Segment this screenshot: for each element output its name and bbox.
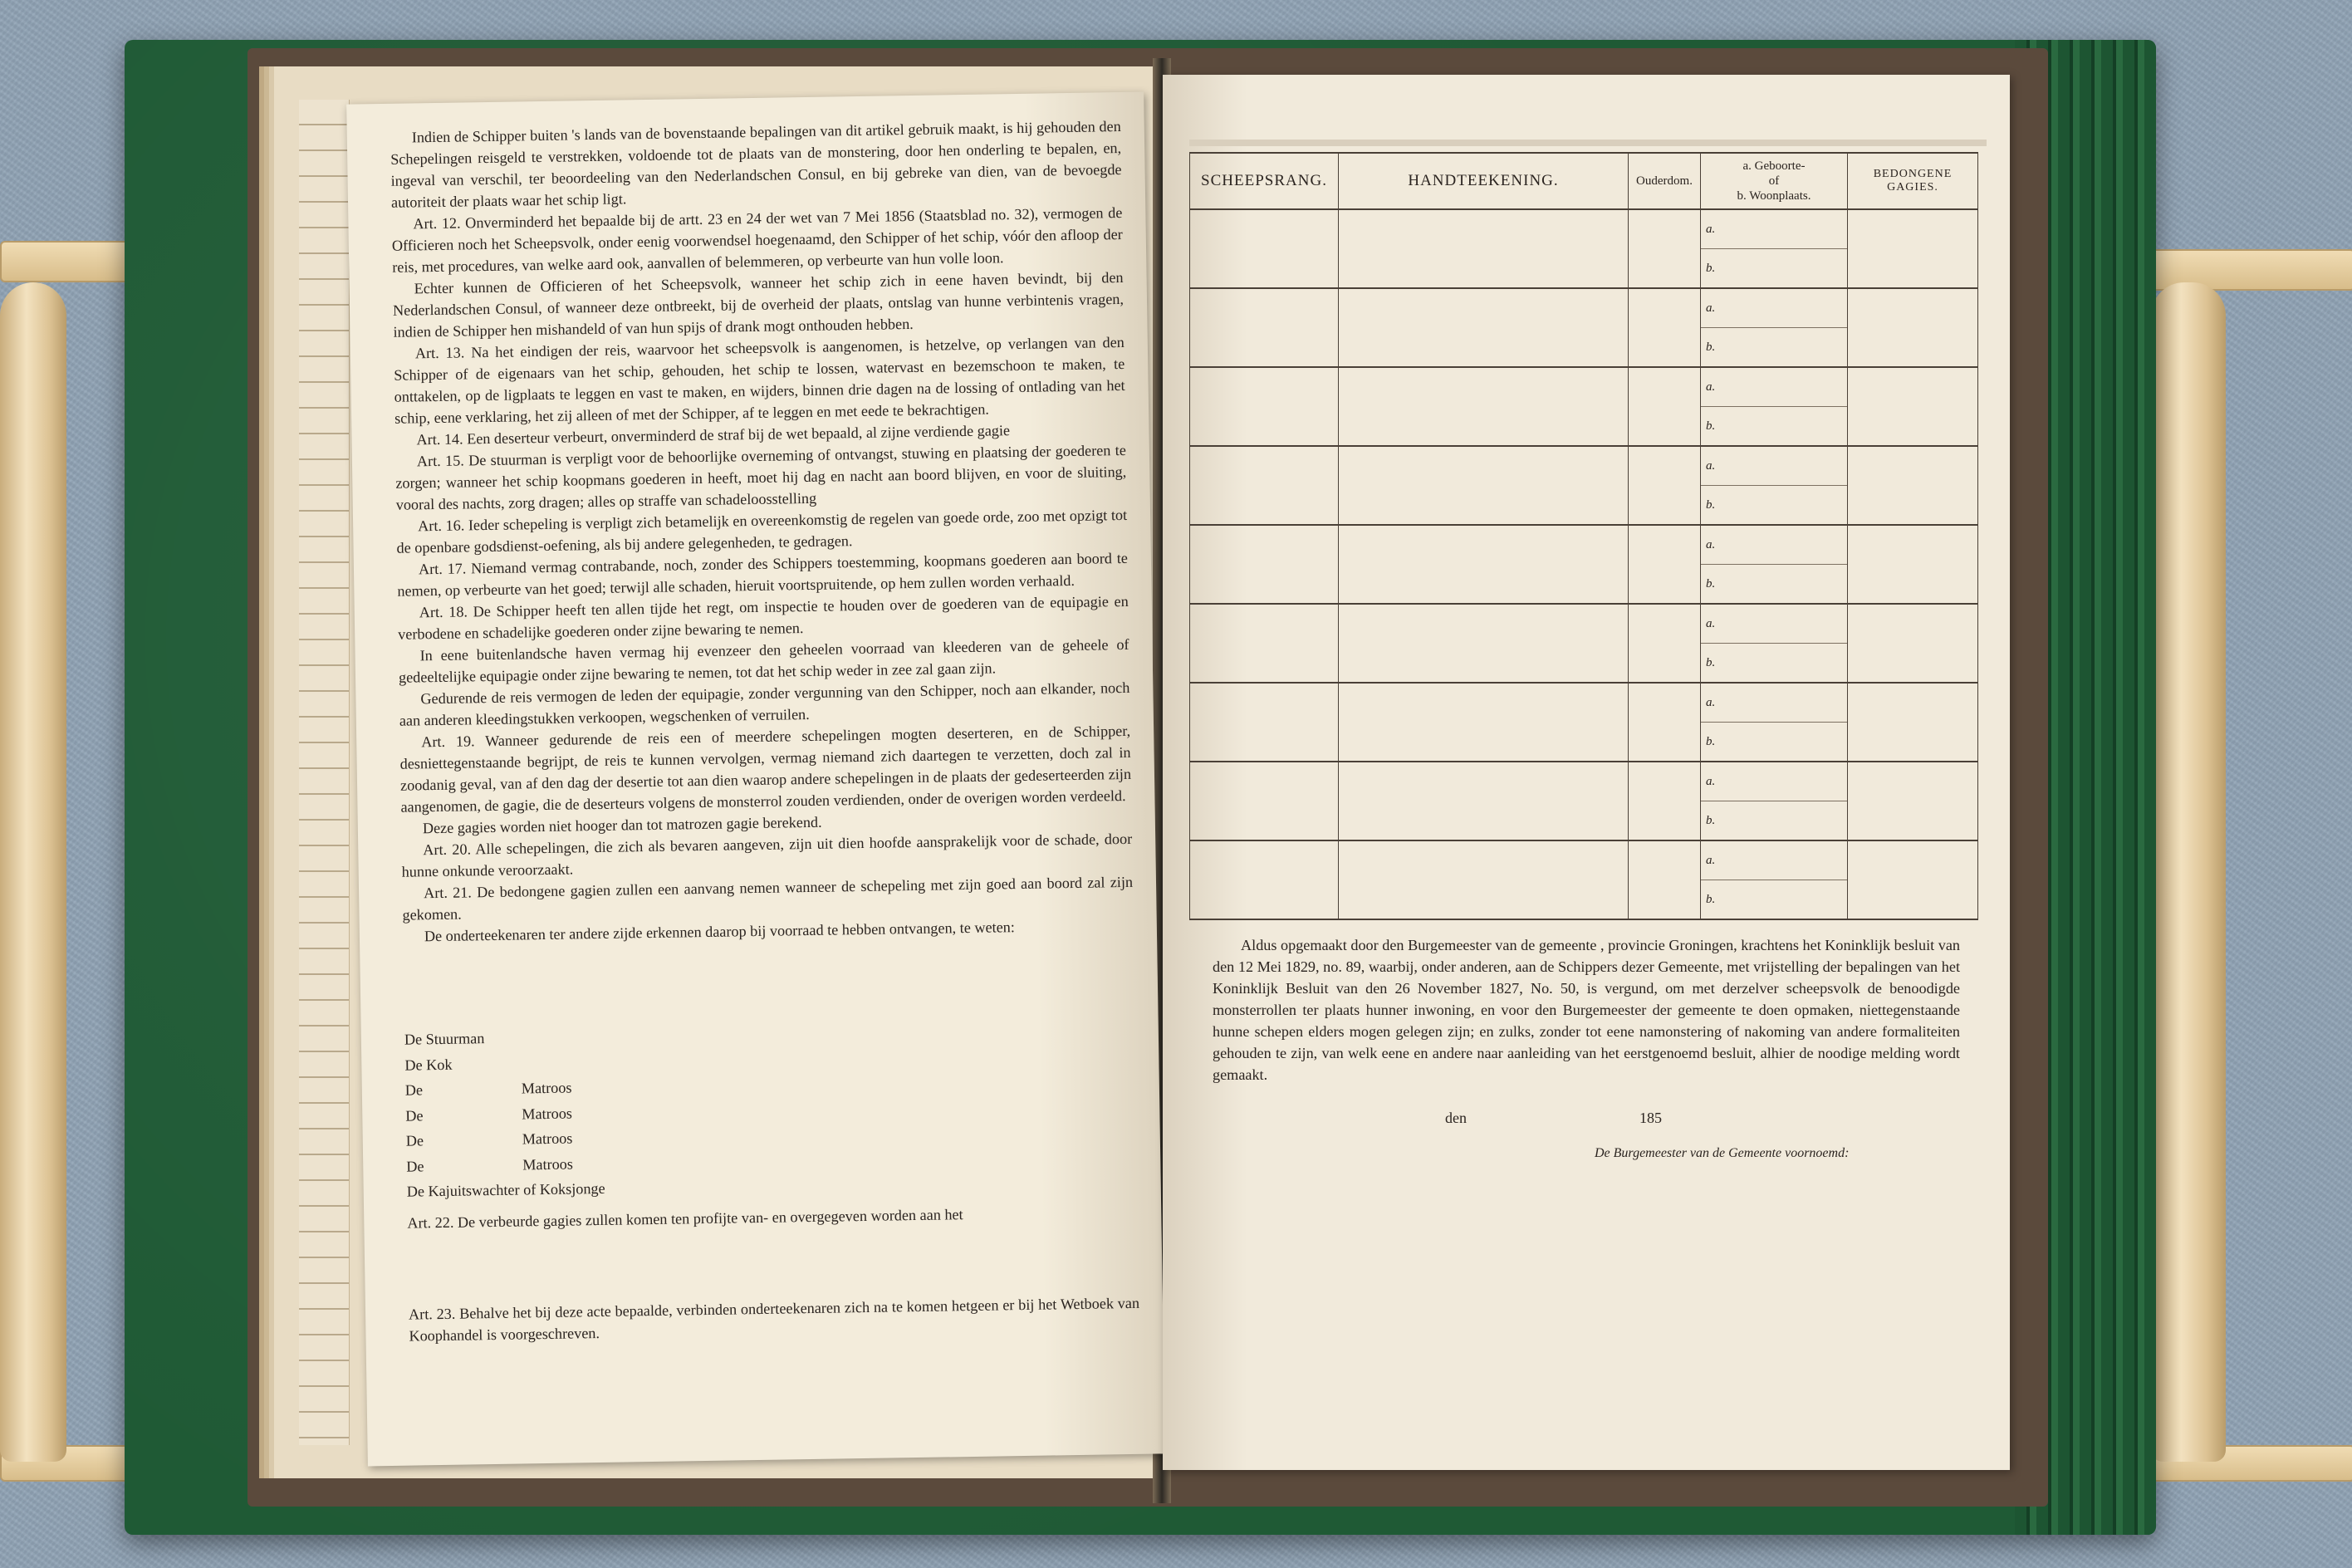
header-woonplaats: b. Woonplaats.: [1737, 189, 1811, 203]
label-b: b.: [1706, 577, 1716, 590]
ab-labels: [1701, 210, 1847, 287]
crew-prefix: De: [406, 1183, 425, 1200]
cell-geboorte-woonplaats: [1701, 209, 1848, 288]
cell-ouderdom: [1629, 604, 1701, 683]
cell-bedongene-gagies: [1848, 683, 1978, 762]
paragraph: Art. 20. Alle schepelingen, die zich als bevaren aangeven, zijn uit dien hoofde aansprakelijk voor de schade, door hunne onkunde veroorzaakt.: [401, 830, 1133, 880]
stand-post-right: [2151, 282, 2226, 1462]
label-b: b.: [1706, 893, 1716, 906]
cell-handteekening: [1339, 525, 1629, 604]
cell-scheepsrang: [1190, 288, 1339, 367]
header-ouderdom: Ouderdom.: [1629, 153, 1701, 209]
ab-labels: [1701, 762, 1847, 840]
paragraph: Art. 18. De Schipper heeft ten allen tijde het regt, om inspectie te houden over de goederen van de equipagie en verbodene en schadelijke goederen onder zijne bewaring te nemen.: [398, 592, 1129, 643]
paragraph: Art. 14. Een deserteur verbeurt, onverminderd de straf bij de wet bepaald, al zijne verdiende gagie: [416, 422, 1011, 448]
cell-bedongene-gagies: [1848, 446, 1978, 525]
cell-scheepsrang: [1190, 840, 1339, 919]
cell-scheepsrang: [1190, 525, 1339, 604]
cell-scheepsrang: [1190, 683, 1339, 762]
stand-post-left: [0, 282, 66, 1462]
cell-bedongene-gagies: [1848, 604, 1978, 683]
crew-role: Stuurman: [425, 1030, 485, 1048]
label-a: a.: [1701, 526, 1847, 565]
paragraph: Art. 13. Na het eindigen der reis, waarvoor het scheepsvolk is aangenomen, is hetzelve, op verlangen van den Schipper of de eigenaars van het schip, gehouden, het schip te lossen, watervast en bezemschoon te maken, te onttakelen, op de ligplaats te leggen en vast te maken, en wijders, binnen drie dagen na de lossing of ontlading van het schip, eene verklaring, het zij alleen of met der Schipper, af te leggen en met eede te bekrachtigen.: [394, 333, 1125, 427]
cell-handteekening: [1339, 367, 1629, 446]
header-bedongene-gagies: BEDONGENE GAGIES.: [1848, 153, 1978, 209]
cell-geboorte-woonplaats: [1701, 446, 1848, 525]
label-a: a.: [1701, 684, 1847, 723]
cell-bedongene-gagies: [1848, 840, 1978, 919]
cell-handteekening: [1339, 762, 1629, 840]
form-top-strip: [1189, 140, 1987, 146]
cell-bedongene-gagies: [1848, 288, 1978, 367]
label-a: a.: [1701, 762, 1847, 801]
header-handteekening: HANDTEEKENING.: [1339, 153, 1629, 209]
cell-geboorte-woonplaats: [1701, 367, 1848, 446]
label-a: a.: [1701, 841, 1847, 880]
form-row: [1190, 525, 1978, 604]
cell-handteekening: [1339, 209, 1629, 288]
cell-handteekening: [1339, 840, 1629, 919]
paragraph: De onderteekenaren ter andere zijde erkennen daarop bij voorraad te hebben ontvangen, te weten:: [424, 919, 1015, 945]
cell-handteekening: [1339, 683, 1629, 762]
form-row: [1190, 288, 1978, 367]
crew-role: Matroos: [522, 1155, 574, 1173]
paragraph: Indien de Schipper buiten 's lands van de bovenstaande bepalingen van dit artikel gebruik maakt, is hij gehouden den Schepelingen reisgeld te verstrekken, voldoende tot de plaats van de monstering, door hen onderling te bepalen, en, ingeval van verschil, ter beoordeeling van den Nederlandschen Consul, en bij gebreke van dien, van de bevoegde autoriteit der plaats waar het schip ligt.: [390, 117, 1122, 211]
paragraph: Art. 21. De bedongene gagien zullen een aanvang nemen wanneer de schepeling met zijn goed aan boord zal zijn gekomen.: [402, 873, 1134, 924]
cell-bedongene-gagies: [1848, 367, 1978, 446]
label-b: b.: [1706, 341, 1716, 354]
header-of: of: [1768, 174, 1780, 188]
cell-ouderdom: [1629, 446, 1701, 525]
crew-form-table: [1189, 152, 1978, 920]
form-row: [1190, 446, 1978, 525]
cell-bedongene-gagies: [1848, 209, 1978, 288]
crew-role: Matroos: [521, 1079, 572, 1097]
ab-labels: [1701, 289, 1847, 366]
form-row: [1190, 367, 1978, 446]
label-b: b.: [1706, 814, 1716, 827]
paragraph: Echter kunnen de Officieren of het Scheepsvolk, wanneer het schip zich in eene haven bevindt, bij den Nederlandschen Consul, of wanneer deze ontbreekt, bij de overheid der plaats, ontslag van hunne verbintenis vragen, indien de Schipper hen mishandeld of van hun spijs of drank mogt onthouden hebben.: [392, 268, 1125, 341]
crew-prefix: De: [404, 1031, 423, 1048]
cell-geboorte-woonplaats: [1701, 525, 1848, 604]
label-a: a.: [1701, 368, 1847, 407]
cell-scheepsrang: [1190, 446, 1339, 525]
form-row: [1190, 683, 1978, 762]
date-year: 185: [1639, 1110, 1662, 1126]
cell-scheepsrang: [1190, 367, 1339, 446]
header-scheepsrang: SCHEEPSRANG.: [1190, 153, 1339, 209]
cell-ouderdom: [1629, 840, 1701, 919]
right-page: [1163, 75, 2010, 1470]
crew-prefix: De: [404, 1081, 424, 1099]
label-b: b.: [1706, 262, 1716, 275]
cell-bedongene-gagies: [1848, 762, 1978, 840]
crew-prefix: De: [405, 1132, 424, 1149]
paragraph: Art. 16. Ieder schepeling is verpligt zich betamelijk en overeenkomstig de regelen van goede orde, zoo met opzigt tot de openbare godsdienst-oefening, als bij andere gelegenheden, te gedragen.: [396, 506, 1128, 556]
cell-ouderdom: [1629, 525, 1701, 604]
ab-labels: [1701, 447, 1847, 524]
cell-handteekening: [1339, 446, 1629, 525]
form-row: [1190, 209, 1978, 288]
cell-geboorte-woonplaats: [1701, 762, 1848, 840]
crew-prefix: De: [405, 1106, 424, 1125]
article-22: Art. 22. De verbeurde gagies zullen komen ten profijte van- en overgegeven worden aan het: [407, 1206, 963, 1232]
cell-ouderdom: [1629, 762, 1701, 840]
cell-bedongene-gagies: [1848, 525, 1978, 604]
cell-geboorte-woonplaats: [1701, 840, 1848, 919]
cell-geboorte-woonplaats: [1701, 288, 1848, 367]
cell-geboorte-woonplaats: [1701, 683, 1848, 762]
label-b: b.: [1706, 498, 1716, 512]
stand-rail-right: [2126, 249, 2352, 291]
cell-scheepsrang: [1190, 762, 1339, 840]
paragraph: Art. 17. Niemand vermag contrabande, noch, zonder des Schippers toestemming, koopmans goederen aan boord te nemen, op verbeurte van het goed; terwijl alle schaden, hieruit voortspruitende, op hem zullen worden verhaald.: [397, 549, 1129, 600]
cell-ouderdom: [1629, 367, 1701, 446]
cell-ouderdom: [1629, 288, 1701, 367]
ab-labels: [1701, 605, 1847, 682]
cell-geboorte-woonplaats: [1701, 604, 1848, 683]
ab-labels: [1701, 684, 1847, 761]
label-b: b.: [1706, 735, 1716, 748]
crew-role: Kajuitswachter of Koksjonge: [428, 1179, 605, 1200]
declaration-text: Aldus opgemaakt door den Burgemeester van de gemeente , provincie Groningen, krachtens het Koninklijk besluit van den 12 Mei 1829, no. 89, waarbij, onder anderen, aan de Schippers dezer Gemeente, met vrijstelling der bepalingen van het Koninklijk Besluit van den 26 November 1827, No. 50, is vergund, om met derzelver scheepsvolk de benoodigde monsterrollen ter plaats hunner inwoning, en voor den Burgemeester der gemeente te doen opmaken, niettegenstaande hunne schepen elders mogen gelegen zijn; en zulks, zonder tot eene namonstering of nakoming van andere formaliteiten gehouden te zijn, van welk eene en andere naar aanleiding van het eerstgenoemd besluit, alhier de noodige melding wordt gemaakt.: [1213, 937, 1960, 1083]
label-b: b.: [1706, 419, 1716, 433]
label-a: a.: [1701, 210, 1847, 249]
paragraph: Gedurende de reis vermogen de leden der equipagie, zonder vergunning van den Schipper, noch aan elkander, noch aan anderen kleedingstukken verkoopen, wegschenken of verruilen.: [399, 679, 1130, 729]
form-row: [1190, 762, 1978, 840]
paragraph: Art. 12. Onverminderd het bepaalde bij de artt. 23 en 24 der wet van 7 Mei 1856 (Staatsblad no. 32), vermogen de Officieren noch het Scheepsvolk, onder eenig voorwendsel hoegenaamd, den Schipper of het schip, vóór den afloop der reis, met procedures, van welke aard ook, aanvallen of belemmeren, op verbeurte van hun volle loon.: [391, 203, 1123, 276]
date-label: den: [1445, 1110, 1467, 1126]
crew-role: Kok: [425, 1056, 453, 1073]
cell-scheepsrang: [1190, 209, 1339, 288]
crew-prefix: De: [406, 1157, 424, 1175]
ab-labels: [1701, 526, 1847, 603]
crew-role: Matroos: [522, 1129, 573, 1148]
paragraph: Art. 15. De stuurman is verpligt voor de behoorlijke overneming of ontvangst, stuwing en plaatsing der goederen te zorgen; wanneer het schip koopmans goederen in heeft, moet hij dag en nacht aan boord blijven, en voor de sluiting, vooral des nachts, zorg dragen; alles op straffe van schadeloosstelling: [395, 441, 1127, 513]
left-page: [346, 92, 1165, 1467]
ab-labels: [1701, 368, 1847, 445]
crew-role: Matroos: [522, 1105, 573, 1122]
cell-handteekening: [1339, 604, 1629, 683]
ab-labels: [1701, 841, 1847, 919]
label-b: b.: [1706, 656, 1716, 669]
form-body: [1190, 209, 1978, 919]
article-23: Art. 23. Behalve het bij deze acte bepaalde, verbinden onderteekenaren zich na te komen hetgeen er bij het Wetboek van Koophandel is voorgeschreven.: [408, 1294, 1140, 1345]
header-geboorte: a. Geboorte-: [1742, 159, 1806, 173]
cell-scheepsrang: [1190, 604, 1339, 683]
crew-prefix: De: [404, 1056, 423, 1074]
paragraph: In eene buitenlandsche haven vermag hij evenzeer den geheelen voorraad van kleederen van de geheele of gedeeltelijke equipagie onder zijne bewaring te nemen, tot dat het schip weder in zee zal gaan zijn.: [398, 635, 1129, 686]
label-a: a.: [1701, 289, 1847, 328]
label-a: a.: [1701, 447, 1847, 486]
cell-handteekening: [1339, 288, 1629, 367]
left-page-articles: [390, 115, 1134, 948]
label-a: a.: [1701, 605, 1847, 644]
paragraph: Art. 19. Wanneer gedurende de reis een of meerdere schepelingen mogten deserteren, en de Schipper, desniettegenstaande begrijpt, de reis te kunnen vervolgen, vermag niemand zich daartegen te verzetten, doch zal in zoodanig geval, van af den dag der desertie tot aan dien waarop andere schepelingen in de plaats der gedeserteerden zijn aangenomen, de gagie, die de deserteurs volgens de monsterrol zouden verdienden, onder de overigen worden verdeeld.: [399, 722, 1132, 816]
cell-ouderdom: [1629, 683, 1701, 762]
form-row: [1190, 840, 1978, 919]
paragraph: Deze gagies worden niet hooger dan tot matrozen gagie berekend.: [422, 813, 822, 837]
header-geboorte-woonplaats: [1701, 153, 1848, 209]
cell-ouderdom: [1629, 209, 1701, 288]
table-header-row: [1190, 153, 1978, 209]
ruled-leaf-edge: [299, 100, 350, 1445]
crew-list: [404, 1016, 1138, 1204]
signature-line: De Burgemeester van de Gemeente voornoemd:: [1595, 1146, 1850, 1160]
form-row: [1190, 604, 1978, 683]
